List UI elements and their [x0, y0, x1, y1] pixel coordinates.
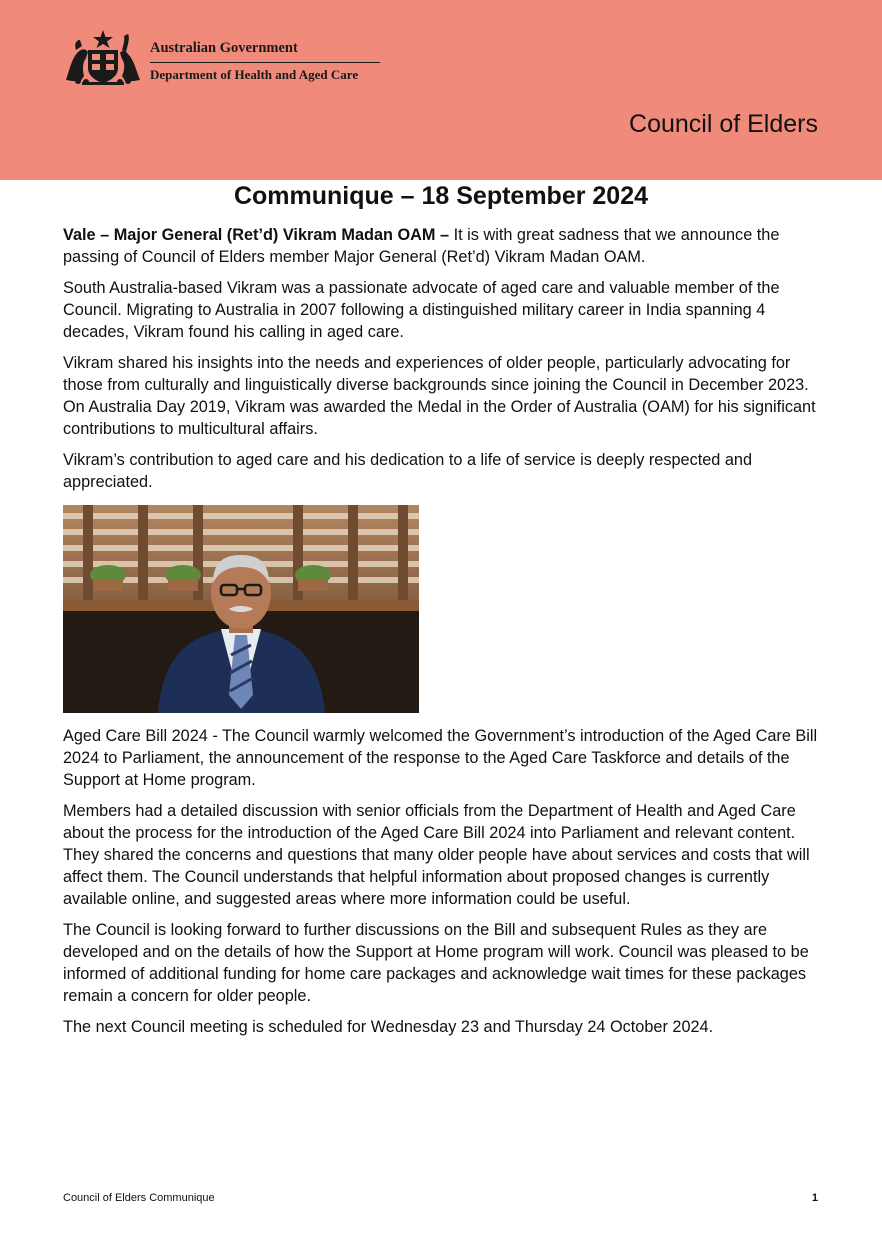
government-logo — [62, 28, 392, 88]
paragraph: Aged Care Bill 2024 - The Council warmly welcomed the Government’s introduction of the Aged Care Bill 2024 to Parliament, the announcement of the response to the Aged Care Taskforce and details of the Support at Home program. — [63, 727, 818, 789]
header-banner — [0, 0, 882, 180]
paragraph: The next Council meeting is scheduled for Wednesday 23 and Thursday 24 October 2024. — [63, 1018, 714, 1036]
paragraph: The Council is looking forward to further discussions on the Bill and subsequent Rules as they are developed and on the details of how the Support at Home program will work. Council was pleased to be informed of additional funding for home care packages and acknowledge wait times for these packages remain a concern for older people. — [63, 921, 809, 1005]
government-name: Australian Government — [150, 40, 298, 56]
paragraph: Vikram shared his insights into the needs and experiences of older people, particularly advocating for those from culturally and linguistically diverse backgrounds since joining the Council in December 2023. On Australia Day 2019, Vikram was awarded the Medal in the Order of Australia (OAM) for his significant contributions to multicultural affairs. — [63, 354, 816, 438]
footer-title: Council of Elders Communique — [63, 1192, 215, 1204]
department-name: Department of Health and Aged Care — [150, 67, 359, 82]
vale-lead: Vale – Major General (Ret’d) Vikram Madan OAM – — [63, 226, 450, 244]
logo-divider — [150, 62, 380, 63]
paragraph: Members had a detailed discussion with senior officials from the Department of Health and Aged Care about the process for the introduction of the Aged Care Bill 2024 into Parliament and relevant content. They shared the concerns and questions that many older people have about services and costs that will affect them. The Council understands that helpful information about proposed changes is currently available online, and suggested areas where more information could be useful. — [63, 802, 810, 908]
banner-title: Council of Elders — [629, 110, 818, 138]
paragraph: South Australia-based Vikram was a passionate advocate of aged care and valuable member of the Council. Migrating to Australia in 2007 following a distinguished military career in India spanning 4 decades, Vikram found his calling in aged care. — [63, 279, 780, 341]
vale-text: It is with great sadness that we announce the passing of Council of Elders member Major General (Ret’d) Vikram Madan OAM. — [63, 226, 780, 266]
document-body — [63, 224, 823, 1047]
paragraph: Vikram’s contribution to aged care and his dedication to a life of service is deeply respected and appreciated. — [63, 451, 753, 491]
page-title: Communique – 18 September 2024 — [233, 182, 649, 210]
portrait-photo — [63, 505, 419, 713]
page-number: 1 — [811, 1192, 818, 1204]
coat-of-arms-icon — [62, 28, 144, 86]
vale-paragraph — [63, 224, 823, 268]
